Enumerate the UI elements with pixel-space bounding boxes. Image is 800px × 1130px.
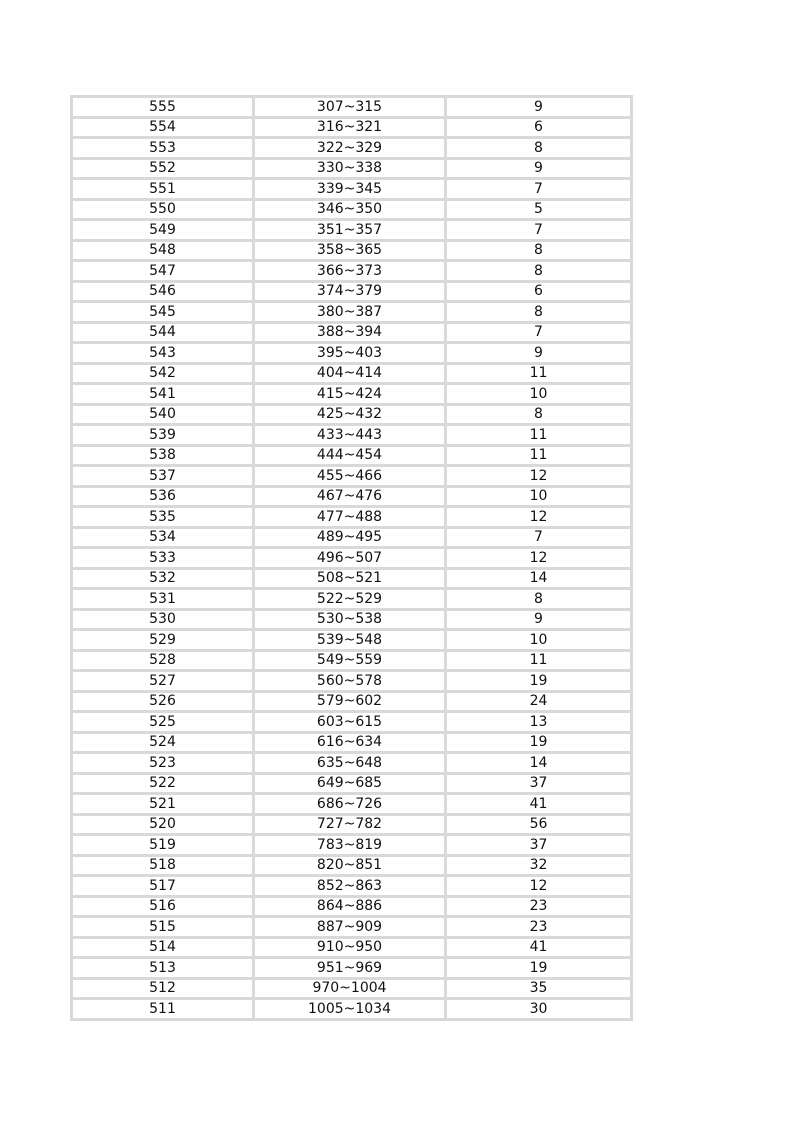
- score-cell: 515: [72, 917, 254, 938]
- rank-range-cell: 820~851: [254, 855, 446, 876]
- table-row: [72, 794, 632, 815]
- rank-range-cell: 388~394: [254, 322, 446, 343]
- table-row: [72, 589, 632, 610]
- rank-range-cell: 455~466: [254, 466, 446, 487]
- count-cell: 11: [446, 445, 632, 466]
- table-row: [72, 199, 632, 220]
- score-cell: 530: [72, 609, 254, 630]
- count-cell: 9: [446, 343, 632, 364]
- score-cell: 550: [72, 199, 254, 220]
- count-cell: 11: [446, 425, 632, 446]
- rank-range-cell: 467~476: [254, 486, 446, 507]
- score-cell: 551: [72, 179, 254, 200]
- count-cell: 7: [446, 322, 632, 343]
- rank-range-cell: 560~578: [254, 671, 446, 692]
- score-table-body: [72, 97, 632, 1020]
- score-cell: 537: [72, 466, 254, 487]
- score-cell: 553: [72, 138, 254, 159]
- count-cell: 14: [446, 753, 632, 774]
- rank-range-cell: 496~507: [254, 548, 446, 569]
- table-row: [72, 322, 632, 343]
- rank-range-cell: 433~443: [254, 425, 446, 446]
- count-cell: 12: [446, 548, 632, 569]
- count-cell: 10: [446, 630, 632, 651]
- table-row: [72, 507, 632, 528]
- table-row: [72, 855, 632, 876]
- count-cell: 12: [446, 507, 632, 528]
- score-cell: 517: [72, 876, 254, 897]
- rank-range-cell: 330~338: [254, 158, 446, 179]
- rank-range-cell: 522~529: [254, 589, 446, 610]
- rank-range-cell: 951~969: [254, 958, 446, 979]
- table-row: [72, 138, 632, 159]
- table-row: [72, 302, 632, 323]
- rank-range-cell: 358~365: [254, 240, 446, 261]
- count-cell: 5: [446, 199, 632, 220]
- table-row: [72, 261, 632, 282]
- score-cell: 532: [72, 568, 254, 589]
- rank-range-cell: 366~373: [254, 261, 446, 282]
- score-cell: 548: [72, 240, 254, 261]
- table-row: [72, 958, 632, 979]
- rank-range-cell: 374~379: [254, 281, 446, 302]
- score-cell: 512: [72, 978, 254, 999]
- score-cell: 511: [72, 999, 254, 1020]
- count-cell: 8: [446, 138, 632, 159]
- rank-range-cell: 686~726: [254, 794, 446, 815]
- score-cell: 541: [72, 384, 254, 405]
- table-row: [72, 712, 632, 733]
- score-cell: 523: [72, 753, 254, 774]
- count-cell: 11: [446, 363, 632, 384]
- score-cell: 536: [72, 486, 254, 507]
- table-row: [72, 835, 632, 856]
- score-cell: 520: [72, 814, 254, 835]
- count-cell: 23: [446, 917, 632, 938]
- score-cell: 544: [72, 322, 254, 343]
- score-table: [70, 95, 633, 1021]
- score-cell: 514: [72, 937, 254, 958]
- count-cell: 9: [446, 158, 632, 179]
- count-cell: 14: [446, 568, 632, 589]
- score-cell: 546: [72, 281, 254, 302]
- table-row: [72, 363, 632, 384]
- score-cell: 526: [72, 691, 254, 712]
- count-cell: 19: [446, 671, 632, 692]
- table-row: [72, 650, 632, 671]
- count-cell: 6: [446, 281, 632, 302]
- table-row: [72, 978, 632, 999]
- count-cell: 7: [446, 179, 632, 200]
- count-cell: 56: [446, 814, 632, 835]
- table-row: [72, 527, 632, 548]
- count-cell: 41: [446, 794, 632, 815]
- score-cell: 547: [72, 261, 254, 282]
- score-cell: 535: [72, 507, 254, 528]
- table-row: [72, 179, 632, 200]
- rank-range-cell: 970~1004: [254, 978, 446, 999]
- table-row: [72, 384, 632, 405]
- score-cell: 538: [72, 445, 254, 466]
- table-row: [72, 548, 632, 569]
- score-cell: 542: [72, 363, 254, 384]
- count-cell: 8: [446, 240, 632, 261]
- count-cell: 19: [446, 958, 632, 979]
- table-row: [72, 999, 632, 1020]
- score-cell: 529: [72, 630, 254, 651]
- table-row: [72, 732, 632, 753]
- rank-range-cell: 444~454: [254, 445, 446, 466]
- rank-range-cell: 887~909: [254, 917, 446, 938]
- rank-range-cell: 351~357: [254, 220, 446, 241]
- score-cell: 521: [72, 794, 254, 815]
- score-cell: 545: [72, 302, 254, 323]
- table-row: [72, 937, 632, 958]
- count-cell: 32: [446, 855, 632, 876]
- count-cell: 12: [446, 466, 632, 487]
- rank-range-cell: 1005~1034: [254, 999, 446, 1020]
- rank-range-cell: 425~432: [254, 404, 446, 425]
- table-row: [72, 220, 632, 241]
- count-cell: 8: [446, 589, 632, 610]
- table-row: [72, 691, 632, 712]
- table-row: [72, 240, 632, 261]
- count-cell: 30: [446, 999, 632, 1020]
- score-cell: 539: [72, 425, 254, 446]
- score-cell: 555: [72, 97, 254, 118]
- rank-range-cell: 489~495: [254, 527, 446, 548]
- score-cell: 533: [72, 548, 254, 569]
- score-cell: 552: [72, 158, 254, 179]
- table-row: [72, 896, 632, 917]
- table-row: [72, 343, 632, 364]
- count-cell: 7: [446, 220, 632, 241]
- score-cell: 549: [72, 220, 254, 241]
- rank-range-cell: 380~387: [254, 302, 446, 323]
- count-cell: 13: [446, 712, 632, 733]
- rank-range-cell: 549~559: [254, 650, 446, 671]
- rank-range-cell: 783~819: [254, 835, 446, 856]
- count-cell: 11: [446, 650, 632, 671]
- score-cell: 534: [72, 527, 254, 548]
- rank-range-cell: 539~548: [254, 630, 446, 651]
- table-row: [72, 814, 632, 835]
- rank-range-cell: 415~424: [254, 384, 446, 405]
- score-cell: 524: [72, 732, 254, 753]
- table-row: [72, 466, 632, 487]
- count-cell: 8: [446, 302, 632, 323]
- rank-range-cell: 603~615: [254, 712, 446, 733]
- table-row: [72, 876, 632, 897]
- rank-range-cell: 579~602: [254, 691, 446, 712]
- score-cell: 554: [72, 117, 254, 138]
- count-cell: 10: [446, 486, 632, 507]
- count-cell: 35: [446, 978, 632, 999]
- count-cell: 19: [446, 732, 632, 753]
- score-cell: 525: [72, 712, 254, 733]
- count-cell: 41: [446, 937, 632, 958]
- score-cell: 513: [72, 958, 254, 979]
- table-row: [72, 97, 632, 118]
- table-row: [72, 671, 632, 692]
- table-row: [72, 773, 632, 794]
- table-row: [72, 630, 632, 651]
- rank-range-cell: 635~648: [254, 753, 446, 774]
- rank-range-cell: 864~886: [254, 896, 446, 917]
- count-cell: 37: [446, 773, 632, 794]
- rank-range-cell: 477~488: [254, 507, 446, 528]
- rank-range-cell: 404~414: [254, 363, 446, 384]
- rank-range-cell: 910~950: [254, 937, 446, 958]
- score-cell: 527: [72, 671, 254, 692]
- count-cell: 12: [446, 876, 632, 897]
- count-cell: 24: [446, 691, 632, 712]
- score-cell: 519: [72, 835, 254, 856]
- score-cell: 522: [72, 773, 254, 794]
- rank-range-cell: 508~521: [254, 568, 446, 589]
- count-cell: 9: [446, 609, 632, 630]
- rank-range-cell: 322~329: [254, 138, 446, 159]
- table-row: [72, 753, 632, 774]
- rank-range-cell: 727~782: [254, 814, 446, 835]
- table-row: [72, 568, 632, 589]
- count-cell: 10: [446, 384, 632, 405]
- score-cell: 518: [72, 855, 254, 876]
- table-row: [72, 281, 632, 302]
- score-cell: 543: [72, 343, 254, 364]
- table-row: [72, 404, 632, 425]
- table-row: [72, 158, 632, 179]
- table-row: [72, 425, 632, 446]
- table-row: [72, 486, 632, 507]
- rank-range-cell: 616~634: [254, 732, 446, 753]
- score-cell: 528: [72, 650, 254, 671]
- rank-range-cell: 395~403: [254, 343, 446, 364]
- rank-range-cell: 649~685: [254, 773, 446, 794]
- rank-range-cell: 316~321: [254, 117, 446, 138]
- table-row: [72, 609, 632, 630]
- count-cell: 37: [446, 835, 632, 856]
- count-cell: 8: [446, 261, 632, 282]
- table-row: [72, 445, 632, 466]
- count-cell: 8: [446, 404, 632, 425]
- rank-range-cell: 307~315: [254, 97, 446, 118]
- score-cell: 540: [72, 404, 254, 425]
- rank-range-cell: 339~345: [254, 179, 446, 200]
- count-cell: 23: [446, 896, 632, 917]
- score-cell: 516: [72, 896, 254, 917]
- count-cell: 9: [446, 97, 632, 118]
- rank-range-cell: 852~863: [254, 876, 446, 897]
- table-row: [72, 917, 632, 938]
- table-row: [72, 117, 632, 138]
- score-cell: 531: [72, 589, 254, 610]
- rank-range-cell: 346~350: [254, 199, 446, 220]
- count-cell: 7: [446, 527, 632, 548]
- count-cell: 6: [446, 117, 632, 138]
- rank-range-cell: 530~538: [254, 609, 446, 630]
